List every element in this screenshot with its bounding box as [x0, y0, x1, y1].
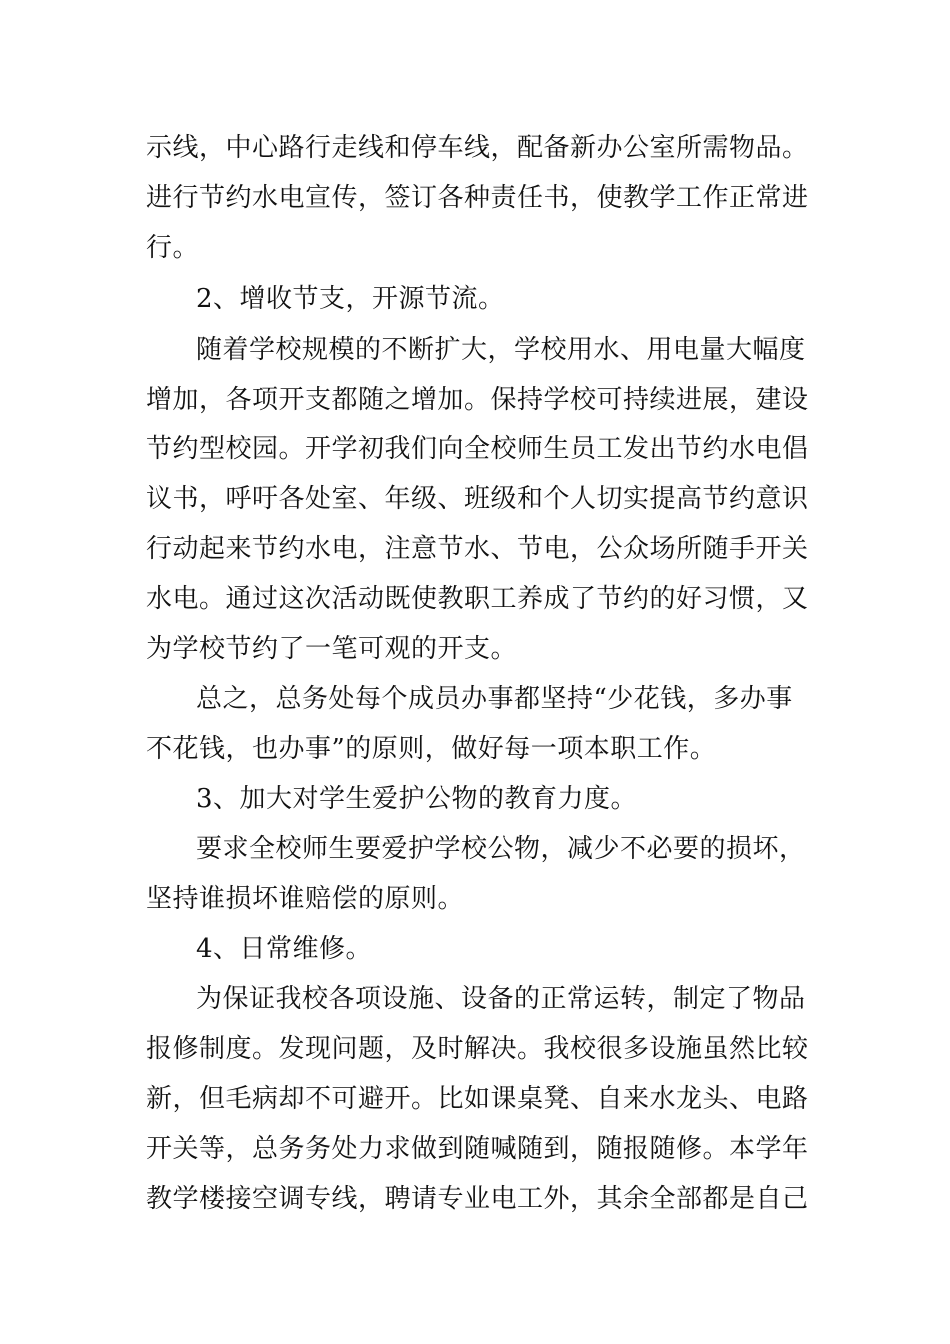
text-line-3: 行。 — [146, 233, 200, 263]
text-line-11: 为学校节约了一笔可观的开支。 — [146, 634, 518, 664]
text-line-18: 为保证我校各项设施、设备的正常运转，制定了物品 — [196, 984, 806, 1014]
text-line-6: 增加，各项开支都随之增加。保持学校可持续进展，建设 — [146, 385, 809, 415]
text-line-16: 坚持谁损坏谁赔偿的原则。 — [146, 884, 465, 914]
text-line-22: 教学楼接空调专线，聘请专业电工外，其余全部都是自己 — [146, 1184, 809, 1214]
text-line-15: 要求全校师生要爱护学校公物，减少不必要的损坏， — [196, 834, 806, 864]
text-line-10: 水电。通过这次活动既使教职工养成了节约的好习惯，又 — [146, 584, 809, 614]
section-heading-3: 3、加大对学生爱护公物的教育力度。 — [196, 784, 638, 814]
text-line-12: 总之，总务处每个成员办事都坚持“少花钱，多办事 — [196, 684, 793, 714]
text-line-21: 开关等，总务务处力求做到随喊随到，随报随修。本学年 — [146, 1134, 809, 1164]
text-line-2: 进行节约水电宣传，签订各种责任书，使教学工作正常进 — [146, 183, 809, 213]
text-line-1: 示线，中心路行走线和停车线，配备新办公室所需物品。 — [146, 133, 809, 163]
text-line-19: 报修制度。发现问题，及时解决。我校很多设施虽然比较 — [146, 1034, 809, 1064]
text-line-20: 新，但毛病却不可避开。比如课桌凳、自来水龙头、电路 — [146, 1084, 809, 1114]
section-heading-2: 2、增收节支，开源节流。 — [196, 284, 505, 314]
text-line-13: 不花钱，也办事”的原则，做好每一项本职工作。 — [146, 734, 717, 764]
text-line-9: 行动起来节约水电，注意节水、节电，公众场所随手开关 — [146, 534, 809, 564]
text-line-7: 节约型校园。开学初我们向全校师生员工发出节约水电倡 — [146, 434, 809, 464]
section-heading-4: 4、日常维修。 — [196, 934, 373, 964]
text-line-8: 议书，呼吁各处室、年级、班级和个人切实提高节约意识 — [146, 484, 809, 514]
text-line-5: 随着学校规模的不断扩大，学校用水、用电量大幅度 — [196, 335, 806, 365]
